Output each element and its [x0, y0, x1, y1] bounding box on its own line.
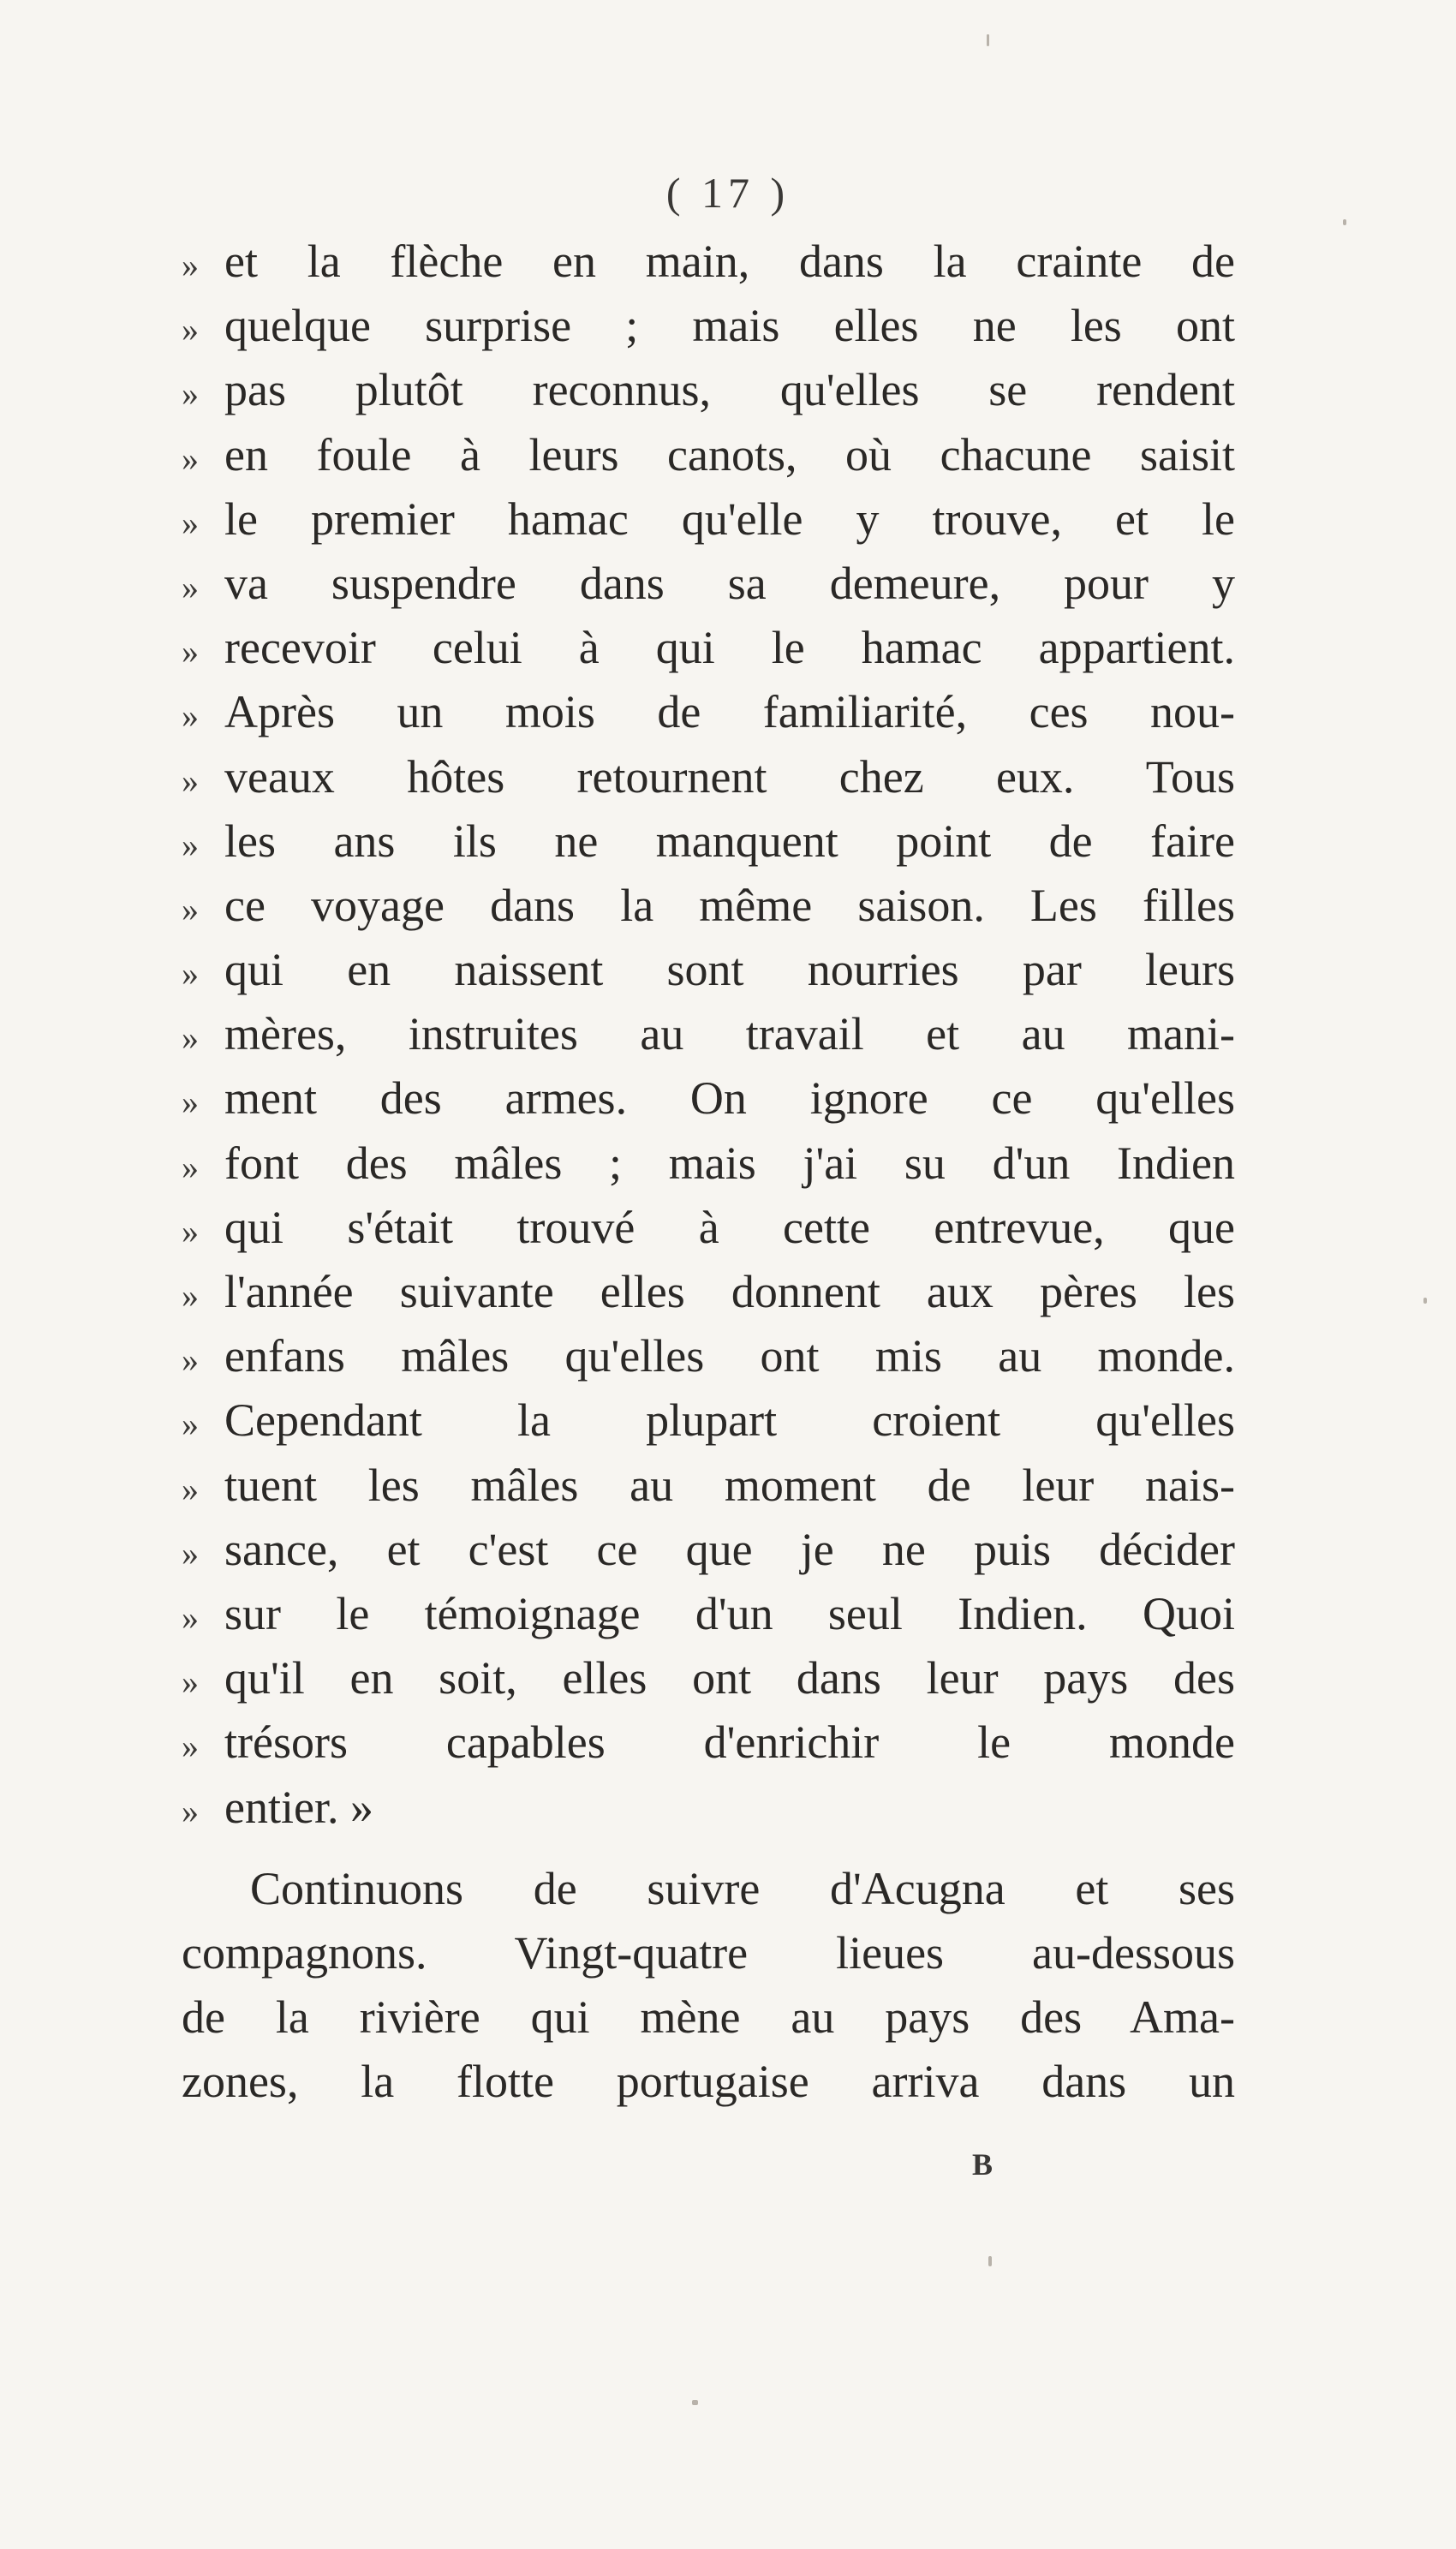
- quote-mark: »: [182, 1663, 199, 1702]
- paragraph-line: [182, 1985, 1235, 2050]
- quote-mark: »: [182, 1083, 199, 1122]
- quoted-line-text: les ans ils ne manquent point de faire: [224, 815, 1235, 867]
- quoted-line: [182, 1454, 1235, 1518]
- quoted-line-text: pas plutôt reconnus, qu'elles se rendent: [224, 364, 1235, 416]
- quoted-line: [182, 1131, 1235, 1196]
- paper-speck: [988, 2256, 992, 2266]
- quoted-line: [182, 358, 1235, 422]
- paragraph-line-text: zones, la flotte portugaise arriva dans un: [182, 2056, 1235, 2108]
- quoted-line: [182, 745, 1235, 809]
- paper-speck: [987, 34, 989, 46]
- quoted-line-text: qui en naissent sont nourries par leurs: [224, 944, 1235, 996]
- paper-speck: [1343, 219, 1346, 225]
- quote-mark: »: [182, 696, 199, 736]
- quoted-line: [182, 230, 1235, 294]
- quoted-line: [182, 1066, 1235, 1131]
- quoted-line: [182, 1518, 1235, 1582]
- paragraph-line: [182, 1857, 1235, 1921]
- quote-mark: »: [182, 1533, 199, 1573]
- quoted-line-text: sance, et c'est ce que je ne puis décider: [224, 1523, 1235, 1575]
- quoted-line-text: l'année suivante elles donnent aux pères les: [224, 1266, 1235, 1317]
- paragraph-line: [182, 2050, 1235, 2114]
- quoted-line: [182, 874, 1235, 938]
- quoted-line: [182, 680, 1235, 744]
- quoted-line-text: font des mâles ; mais j'ai su d'un Indien: [224, 1137, 1235, 1189]
- paper-speck: [1423, 1298, 1427, 1304]
- quote-mark: »: [182, 1276, 199, 1315]
- quoted-line-text: Cependant la plupart croient qu'elles: [224, 1394, 1235, 1447]
- signature-mark: B: [972, 2147, 994, 2182]
- quote-mark: »: [182, 310, 199, 349]
- quote-mark: »: [182, 825, 199, 864]
- quoted-line: [182, 1646, 1235, 1710]
- quote-mark: »: [182, 567, 199, 606]
- quoted-line-text: mères, instruites au travail et au mani-: [224, 1008, 1235, 1060]
- quoted-line: [182, 294, 1235, 358]
- quote-mark: »: [182, 1340, 199, 1380]
- quoted-line: [182, 1002, 1235, 1066]
- paragraph-gap: [182, 1840, 1235, 1857]
- quoted-line-text: ment des armes. On ignore ce qu'elles: [224, 1072, 1235, 1125]
- quoted-line-text: entier. »: [224, 1781, 373, 1833]
- quoted-line: [182, 1582, 1235, 1646]
- quoted-line-text: le premier hamac qu'elle y trouve, et le: [224, 492, 1235, 545]
- paragraph-line-text: compagnons. Vingt-quatre lieues au-dessous: [182, 1926, 1235, 1979]
- quoted-line-text: qu'il en soit, elles ont dans leur pays des: [224, 1652, 1235, 1704]
- quoted-line: [182, 423, 1235, 487]
- quoted-line: [182, 1260, 1235, 1324]
- quoted-line-text: veaux hôtes retournent chez eux. Tous: [224, 750, 1235, 803]
- quoted-line-text: et la flèche en main, dans la crainte de: [224, 236, 1235, 287]
- quoted-line: [182, 1710, 1235, 1775]
- quoted-line: [182, 938, 1235, 1002]
- quoted-line-text: ce voyage dans la même saison. Les filles: [224, 879, 1235, 931]
- quote-mark: »: [182, 761, 199, 800]
- quoted-line-text: enfans mâles qu'elles ont mis au monde.: [224, 1330, 1235, 1382]
- quote-mark: »: [182, 246, 199, 284]
- quote-mark: »: [182, 1018, 199, 1058]
- quote-mark: »: [182, 439, 199, 478]
- quoted-line: [182, 1776, 1235, 1840]
- quote-mark: »: [182, 889, 199, 928]
- quoted-line: [182, 616, 1235, 680]
- quoted-line-text: en foule à leurs canots, où chacune saisit: [224, 428, 1235, 481]
- quoted-line: [182, 487, 1235, 552]
- quote-mark: »: [182, 374, 199, 414]
- quoted-line-text: tuent les mâles au moment de leur nais-: [224, 1459, 1235, 1511]
- quote-mark: »: [182, 632, 199, 672]
- quoted-line-text: Après un mois de familiarité, ces nou-: [224, 686, 1235, 738]
- quoted-line: [182, 552, 1235, 616]
- quote-mark: »: [182, 1727, 199, 1766]
- quoted-line: [182, 809, 1235, 874]
- quote-mark: »: [182, 1469, 199, 1508]
- quoted-line: [182, 1324, 1235, 1388]
- quoted-line-text: quelque surprise ; mais elles ne les ont: [224, 300, 1235, 352]
- quote-mark: »: [182, 954, 199, 994]
- quote-mark: »: [182, 1211, 199, 1251]
- page-number: ( 17 ): [665, 169, 791, 217]
- quoted-line-text: recevoir celui à qui le hamac appartient.: [224, 622, 1235, 674]
- quoted-line-text: va suspendre dans sa demeure, pour y: [224, 557, 1235, 609]
- paper-speck: [692, 2400, 698, 2405]
- quote-mark: »: [182, 1405, 199, 1444]
- paragraph-line-text: de la rivière qui mène au pays des Ama-: [182, 1991, 1235, 2044]
- text-block: [182, 230, 1235, 2114]
- quoted-line-text: qui s'était trouvé à cette entrevue, que: [224, 1201, 1235, 1253]
- quoted-line-text: trésors capables d'enrichir le monde: [224, 1716, 1235, 1769]
- quote-mark: »: [182, 1147, 199, 1186]
- quoted-line-text: sur le témoignage d'un seul Indien. Quoi: [224, 1587, 1235, 1639]
- quoted-line: [182, 1388, 1235, 1453]
- paragraph-line-text: Continuons de suivre d'Acugna et ses: [250, 1862, 1235, 1914]
- quote-mark: »: [182, 503, 199, 542]
- quoted-line: [182, 1196, 1235, 1260]
- paragraph-line: [182, 1921, 1235, 1985]
- quote-mark: »: [182, 1597, 199, 1637]
- quote-mark: »: [182, 1791, 199, 1830]
